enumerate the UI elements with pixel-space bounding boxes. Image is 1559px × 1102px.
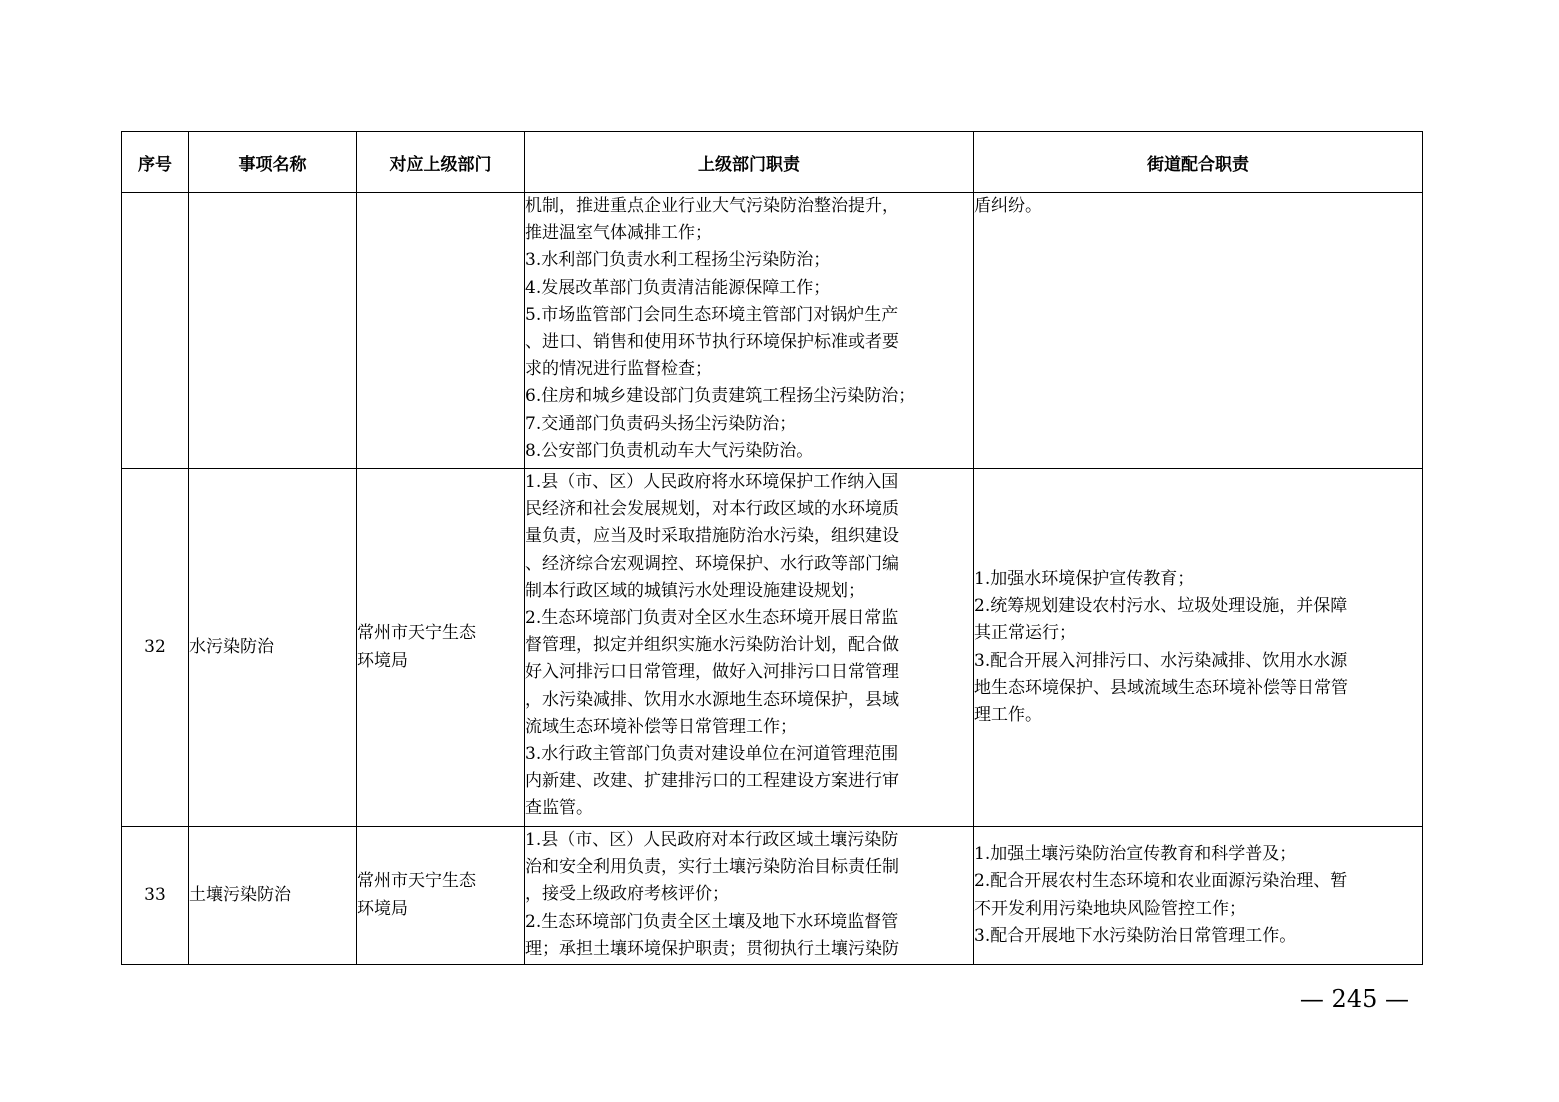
coop-line: 3.配合开展地下水污染防治日常管理工作。 — [974, 925, 1297, 946]
coop-line: 其正常运行； — [974, 623, 1076, 644]
page-number: — 245 — — [1299, 985, 1409, 1013]
duty-line: 1.县（市、区）人民政府对本行政区域土壤污染防 — [525, 830, 899, 850]
duty-line: 量负责，应当及时采取措施防治水污染，组织建设 — [525, 526, 899, 547]
coop-line: 地生态环境保护、县域流域生态环境补偿等日常管 — [974, 677, 1348, 698]
responsibility-table — [121, 131, 1423, 965]
table-row — [122, 193, 1423, 469]
dept-line: 环境局 — [357, 898, 408, 919]
duty-line: 8.公安部门负责机动车大气污染防治。 — [525, 440, 814, 461]
duty-line: 求的情况进行监督检查； — [525, 359, 712, 380]
coop-line: 1.加强土壤污染防治宣传教育和科学普及； — [974, 844, 1297, 865]
coop-line: 2.配合开展农村生态环境和农业面源污染治理、暂 — [974, 871, 1348, 892]
duty-line: 6.住房和城乡建设部门负责建筑工程扬尘污染防治； — [525, 386, 916, 407]
header-street-coop: 街道配合职责 — [974, 132, 1423, 193]
row-duty — [525, 827, 974, 965]
header-superior-duty: 上级部门职责 — [525, 132, 974, 193]
row-dept — [357, 469, 525, 827]
duty-line: 、进口、销售和使用环节执行环境保护标准或者要 — [525, 332, 899, 353]
coop-line: 盾纠纷。 — [974, 196, 1042, 216]
dept-line: 常州市天宁生态 — [357, 871, 476, 892]
duty-line: 推进温室气体减排工作； — [525, 223, 712, 244]
duty-line: ，接受上级政府考核评价； — [525, 884, 729, 905]
duty-line: 3.水利部门负责水利工程扬尘污染防治； — [525, 250, 831, 271]
row-number — [122, 193, 189, 469]
row-item-name — [189, 193, 357, 469]
duty-line: 制本行政区域的城镇污水处理设施建设规划； — [525, 580, 865, 601]
row-duty — [525, 193, 974, 469]
coop-line: 3.配合开展入河排污口、水污染减排、饮用水水源 — [974, 650, 1348, 671]
coop-line: 不开发利用污染地块风险管控工作； — [974, 898, 1246, 919]
duty-line: 治和安全利用负责，实行土壤污染防治目标责任制 — [525, 857, 899, 878]
row-number: 33 — [122, 827, 189, 965]
duty-line: ，水污染减排、饮用水水源地生态环境保护，县域 — [525, 689, 899, 710]
duty-line: 内新建、改建、扩建排污口的工程建设方案进行审 — [525, 771, 899, 792]
table-row — [122, 827, 1423, 965]
duty-line: 7.交通部门负责码头扬尘污染防治； — [525, 413, 797, 434]
header-row — [122, 132, 1423, 193]
coop-line: 理工作。 — [974, 704, 1042, 725]
row-coop — [974, 827, 1423, 965]
duty-line: 2.生态环境部门负责对全区水生态环境开展日常监 — [525, 608, 899, 629]
table-row — [122, 469, 1423, 827]
header-superior-dept: 对应上级部门 — [357, 132, 525, 193]
coop-line: 1.加强水环境保护宣传教育； — [974, 568, 1195, 589]
row-number: 32 — [122, 469, 189, 827]
header-item-name: 事项名称 — [189, 132, 357, 193]
duty-line: 3.水行政主管部门负责对建设单位在河道管理范围 — [525, 744, 899, 765]
duty-line: 2.生态环境部门负责全区土壤及地下水环境监督管 — [525, 911, 899, 932]
row-item-name: 水污染防治 — [189, 469, 357, 827]
duty-line: 民经济和社会发展规划，对本行政区域的水环境质 — [525, 499, 899, 520]
row-dept — [357, 193, 525, 469]
dept-line: 常州市天宁生态 — [357, 623, 476, 644]
row-coop — [974, 193, 1423, 469]
row-item-name: 土壤污染防治 — [189, 827, 357, 965]
duty-line: 理；承担土壤环境保护职责；贯彻执行土壤污染防 — [525, 938, 899, 959]
row-duty — [525, 469, 974, 827]
row-coop — [974, 469, 1423, 827]
coop-line: 2.统筹规划建设农村污水、垃圾处理设施，并保障 — [974, 596, 1348, 617]
duty-line: 机制，推进重点企业行业大气污染防治整治提升， — [525, 196, 899, 216]
duty-line: 5.市场监管部门会同生态环境主管部门对锅炉生产 — [525, 304, 899, 325]
duty-line: 好入河排污口日常管理，做好入河排污口日常管理 — [525, 662, 899, 683]
duty-line: 1.县（市、区）人民政府将水环境保护工作纳入国 — [525, 472, 899, 492]
duty-line: 流域生态环境补偿等日常管理工作； — [525, 716, 797, 737]
duty-line: 查监管。 — [525, 798, 593, 819]
duty-line: 4.发展改革部门负责清洁能源保障工作； — [525, 277, 831, 298]
header-number: 序号 — [122, 132, 189, 193]
duty-line: 、经济综合宏观调控、环境保护、水行政等部门编 — [525, 553, 899, 574]
duty-line: 督管理，拟定并组织实施水污染防治计划，配合做 — [525, 635, 899, 656]
row-dept — [357, 827, 525, 965]
dept-line: 环境局 — [357, 650, 408, 671]
